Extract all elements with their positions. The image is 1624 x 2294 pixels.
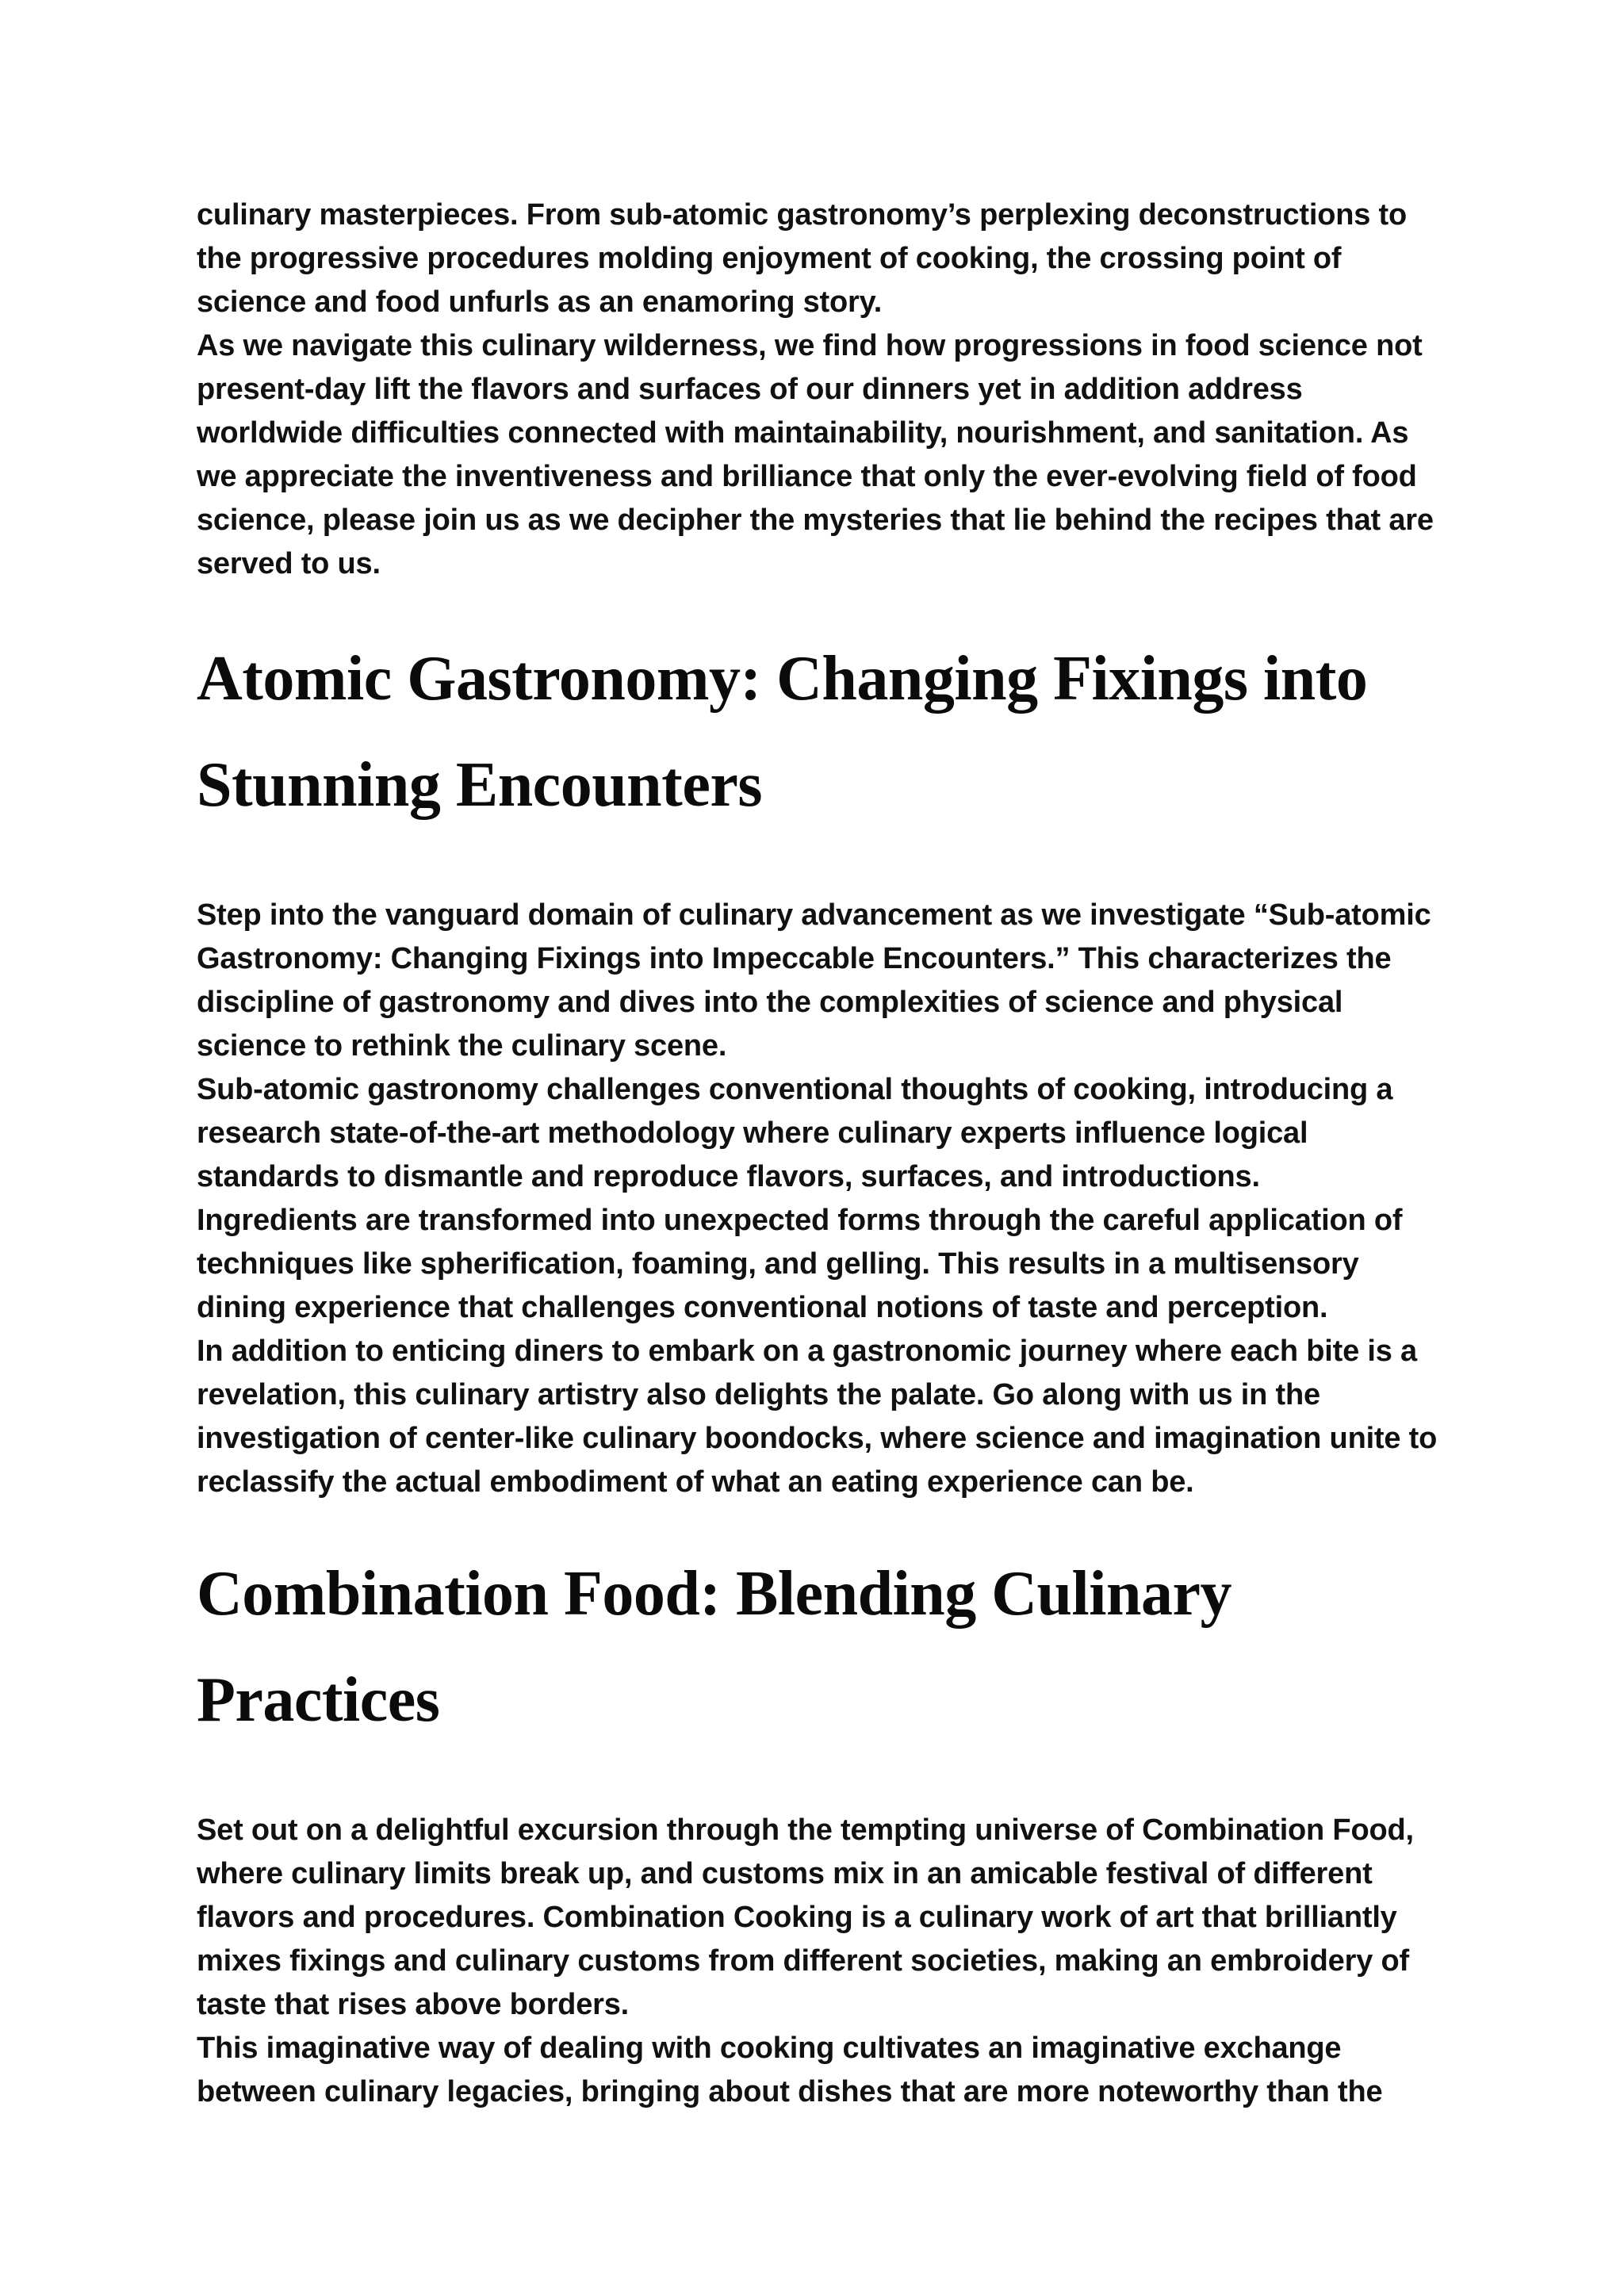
intro-paragraph-2: As we navigate this culinary wilderness, we find how progressions in food science not present-day lift the flavors and surfaces of our dinners yet in addition address worldwide difficulties connected with maintainability, nourishment, and sanitation. As we appreciate the inventiveness and brilliance that only the ever-evolving field of food science, please join us as we decipher the mysteries that lie behind the recipes that are served to us.	[197, 329, 1434, 580]
document-page	[197, 193, 1450, 2114]
section-paragraph: Sub-atomic gastronomy challenges conventional thoughts of cooking, introducing a research state-of-the-art methodology where culinary experts influence logical standards to dismantle and reproduce flavors, surfaces, and introductions.	[197, 1073, 1393, 1193]
section-combination-food	[197, 1809, 1450, 2114]
intro-section	[197, 193, 1450, 586]
section-atomic-gastronomy	[197, 894, 1450, 1504]
section-paragraph: Step into the vanguard domain of culinary advancement as we investigate “Sub-atomic Gastronomy: Changing Fixings into Impeccable Encounters.” This characterizes the discipline of gastronomy and dives into the complexities of science and physical science to rethink the culinary scene.	[197, 898, 1431, 1063]
section-paragraph: In addition to enticing diners to embark on a gastronomic journey where each bite is a revelation, this culinary artistry also delights the palate. Go along with us in the investigation of center-like culinary boondocks, where science and imagination unite to reclassify the actual embodiment of what an eating experience can be.	[197, 1335, 1438, 1499]
section-heading-atomic-gastronomy: Atomic Gastronomy: Changing Fixings into Stunning Encounters	[197, 644, 1368, 820]
section-paragraph: This imaginative way of dealing with cooking cultivates an imaginative exchange between culinary legacies, bringing about dishes that are more noteworthy than the	[197, 2032, 1383, 2108]
section-paragraph: Set out on a delightful excursion through the tempting universe of Combination Food, where culinary limits break up, and customs mix in an amicable festival of different flavors and procedures. Combination Cooking is a culinary work of art that brilliantly mixes fixings and culinary customs from different societies, making an embroidery of taste that rises above borders.	[197, 1813, 1414, 2021]
intro-paragraph-1: culinary masterpieces. From sub-atomic gastronomy’s perplexing deconstructions to the progressive procedures molding enjoyment of cooking, the crossing point of science and food unfurls as an enamoring story.	[197, 198, 1407, 319]
section-paragraph: Ingredients are transformed into unexpected forms through the careful application of techniques like spherification, foaming, and gelling. This results in a multisensory dining experience that challenges conventional notions of taste and perception.	[197, 1204, 1403, 1324]
section-heading-combination-food: Combination Food: Blending Culinary Practices	[197, 1559, 1231, 1735]
